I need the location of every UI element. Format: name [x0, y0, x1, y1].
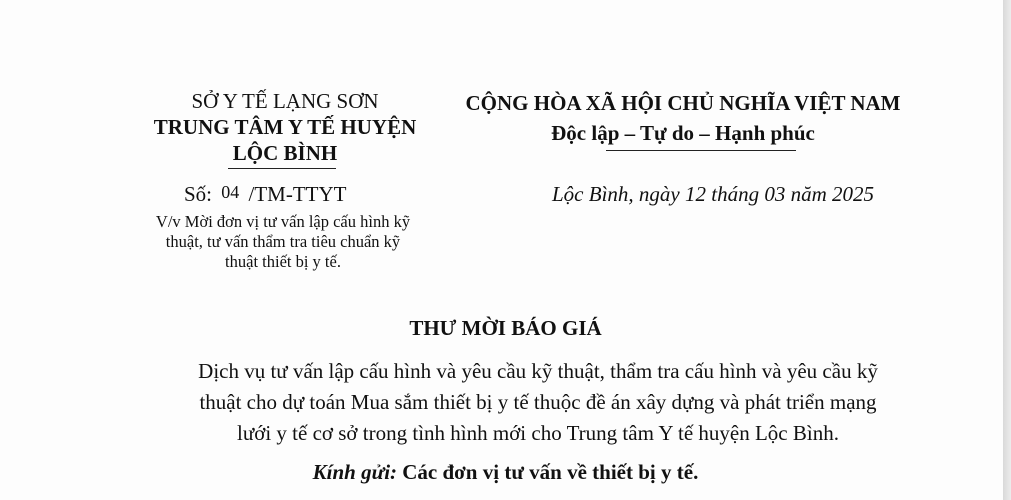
page-edge: [1003, 0, 1011, 500]
agency-name-line1: TRUNG TÂM Y TẾ HUYỆN: [153, 115, 417, 139]
document-body: [150, 356, 926, 449]
document-number-prefix: Số:: [184, 182, 213, 206]
nation-motto: Độc lập – Tự do – Hạnh phúc: [551, 121, 815, 145]
document-number-value: 04: [221, 182, 240, 202]
agency-underline: [228, 168, 336, 169]
recipient-line: [0, 460, 1011, 485]
recipient-value: Các đơn vị tư vấn về thiết bị y tế.: [402, 460, 699, 484]
agency-parent-name: SỞ Y TẾ LẠNG SƠN: [191, 89, 379, 113]
document-date: Lộc Bình, ngày 12 tháng 03 năm 2025: [552, 182, 874, 206]
document-number: [184, 182, 347, 207]
subject-line-2: thuật, tư vấn thẩm tra tiêu chuẩn kỹ: [165, 232, 401, 251]
nation-name: CỘNG HÒA XÃ HỘI CHỦ NGHĨA VIỆT NAM: [465, 91, 901, 115]
motto-underline: [606, 150, 796, 151]
document-title: THƯ MỜI BÁO GIÁ: [409, 316, 602, 340]
recipient-label: Kính gửi:: [312, 460, 398, 484]
national-header: [448, 88, 918, 148]
body-line-1: Dịch vụ tư vấn lập cấu hình và yêu cầu kỹ thuật, thẩm tra cấu hình và yêu cầu kỹ: [198, 359, 878, 383]
document-subject: [118, 212, 448, 272]
subject-line-3: thuật thiết bị y tế.: [225, 252, 341, 271]
agency-header: [120, 88, 450, 166]
body-line-2: thuật cho dự toán Mua sắm thiết bị y tế thuộc đề án xây dựng và phát triển mạng: [199, 390, 877, 414]
document-number-suffix: /TM-TTYT: [248, 182, 347, 206]
agency-name-line2: LỘC BÌNH: [232, 141, 338, 165]
subject-line-1: V/v Mời đơn vị tư vấn lập cấu hình kỹ: [155, 212, 411, 231]
body-line-3: lưới y tế cơ sở trong tình hình mới cho Trung tâm Y tế huyện Lộc Bình.: [237, 421, 839, 445]
